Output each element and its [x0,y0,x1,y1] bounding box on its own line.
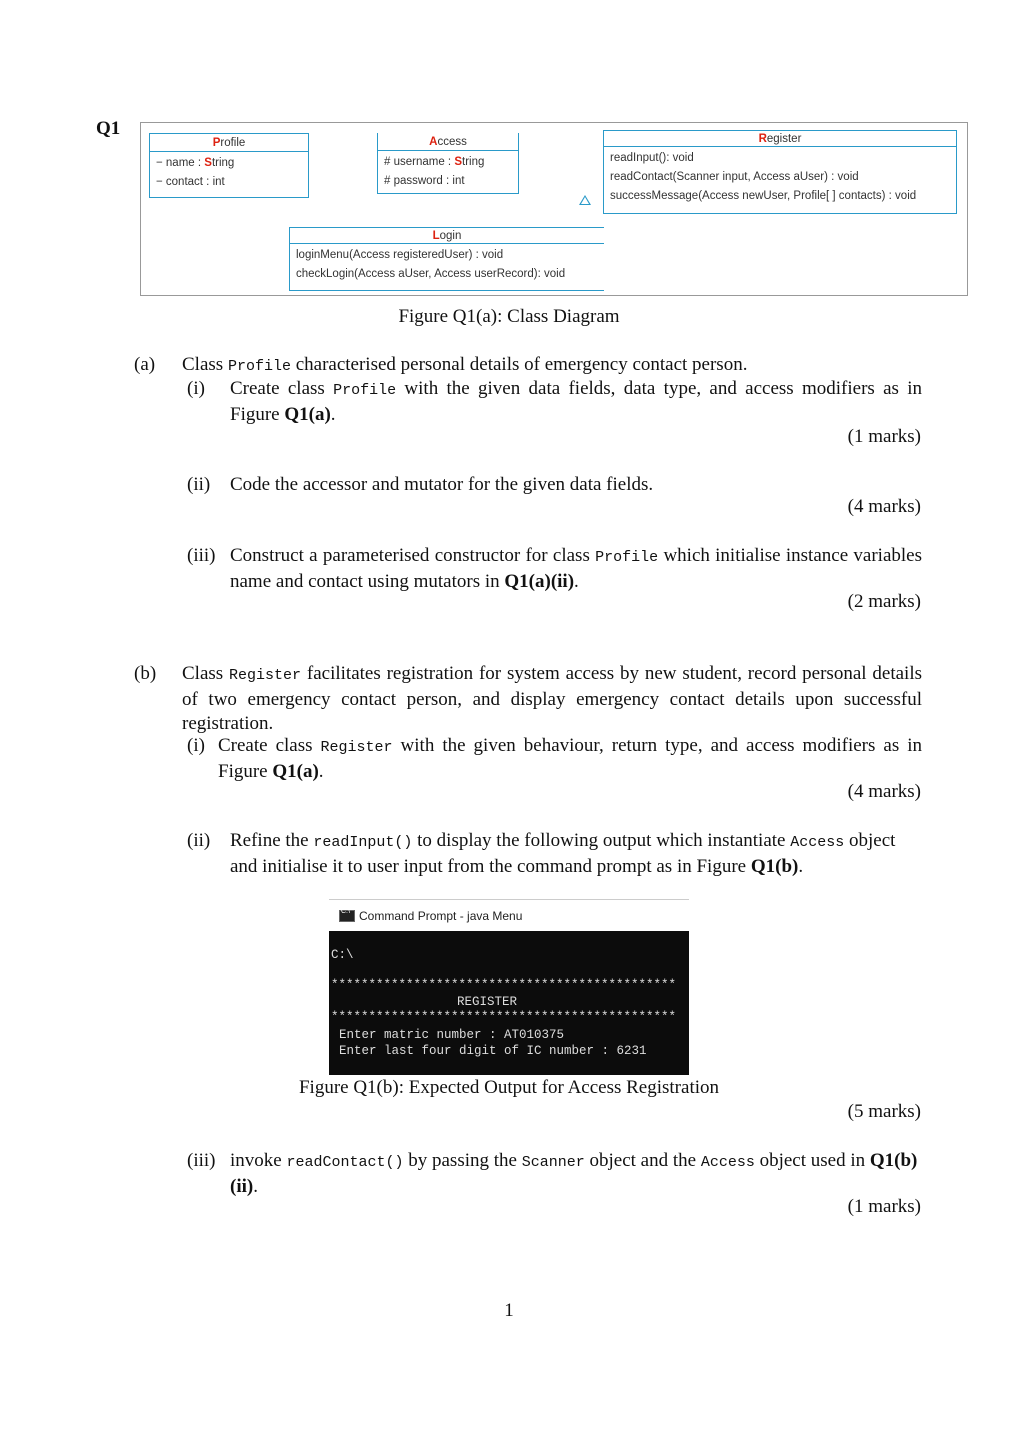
register-class-title: Register [758,133,802,145]
part-a-iii-marks: (2 marks) [847,591,921,612]
cmd-prompt-matric: Enter matric number : AT010375 [339,1028,565,1042]
command-prompt-window [329,899,689,1075]
part-b-iii-marks: (1 marks) [847,1196,921,1217]
page-number: 1 [504,1300,514,1321]
class-diagram [140,122,968,296]
login-methods: loginMenu(Access registeredUser) : void checkLogin(Access aUser, Access userRecord): void [290,243,604,286]
part-b-i-label: (i) [187,735,205,756]
command-prompt-title: Command Prompt - java Menu [359,909,523,923]
cmd-heading: REGISTER [457,995,518,1009]
cmd-icon [339,910,355,922]
cmd-stars-top: ********************************************** [331,978,677,992]
part-a-i-text: Create class Profile with the given data fields, data type, and access modifiers as in Figure Q1(a). [230,378,922,425]
part-b-ii-text: Refine the readInput() to display the following output which instantiate Access object and initialise it to user input from the command prompt as in Figure Q1(b). [230,830,896,877]
part-b-intro: Class Register facilitates registration for system access by new student, record personal details of two emergency contact person, and display emergency contact details upon successful registration. [182,663,922,734]
register-methods: readInput(): void readContact(Scanner input, Access aUser) : void successMessage(Access newUser, Profile[ ] contacts) : void [604,146,956,208]
part-a-ii-label: (ii) [187,474,211,495]
part-a-i-marks: (1 marks) [847,426,921,447]
part-b-i-text: Create class Register with the given behaviour, return type, and access modifiers as in Figure Q1(a). [218,735,922,782]
part-a-iii-label: (iii) [187,545,216,566]
part-a-intro: Class Profile characterised personal details of emergency contact person. [182,354,748,375]
part-a-i-label: (i) [187,378,205,399]
figure-b-caption: Figure Q1(b): Expected Output for Access Registration [298,1077,719,1098]
part-a-label: (a) [134,354,156,375]
access-class-box [377,133,519,194]
access-class-title: Access [429,136,467,148]
part-a-iii-text: Construct a parameterised constructor for class Profile which initialise instance variables name and contact using mutators in Q1(a)(ii). [230,545,922,592]
part-b-ii-label: (ii) [187,830,211,851]
part-b-ii-marks: (5 marks) [847,1101,921,1122]
part-a-ii-text: Code the accessor and mutator for the given data fields. [230,474,654,495]
command-prompt-titlebar [329,899,689,931]
part-b-iii-label: (iii) [187,1150,216,1171]
inheritance-arrow-icon [579,195,591,205]
profile-fields: − name : String − contact : int [150,151,308,194]
question-label: Q1 [96,118,121,139]
part-b-i-marks: (4 marks) [847,781,921,802]
login-class-box [289,227,604,291]
part-a-ii-marks: (4 marks) [847,496,921,517]
cmd-path: C:\ [331,948,354,962]
part-b-label: (b) [134,663,157,684]
part-b-iii-text: invoke readContact() by passing the Scanner object and the Access object used in Q1(b)(ii). [230,1150,918,1197]
register-class-box [603,130,957,214]
profile-class-box [149,133,309,198]
cmd-prompt-ic: Enter last four digit of IC number : 6231 [339,1044,647,1058]
profile-class-title: Profile [212,137,246,149]
cmd-stars-bottom: ********************************************** [331,1010,677,1024]
figure-a-caption: Figure Q1(a): Class Diagram [398,306,620,327]
access-fields: # username : String # password : int [378,150,518,193]
login-class-title: Login [432,230,462,242]
